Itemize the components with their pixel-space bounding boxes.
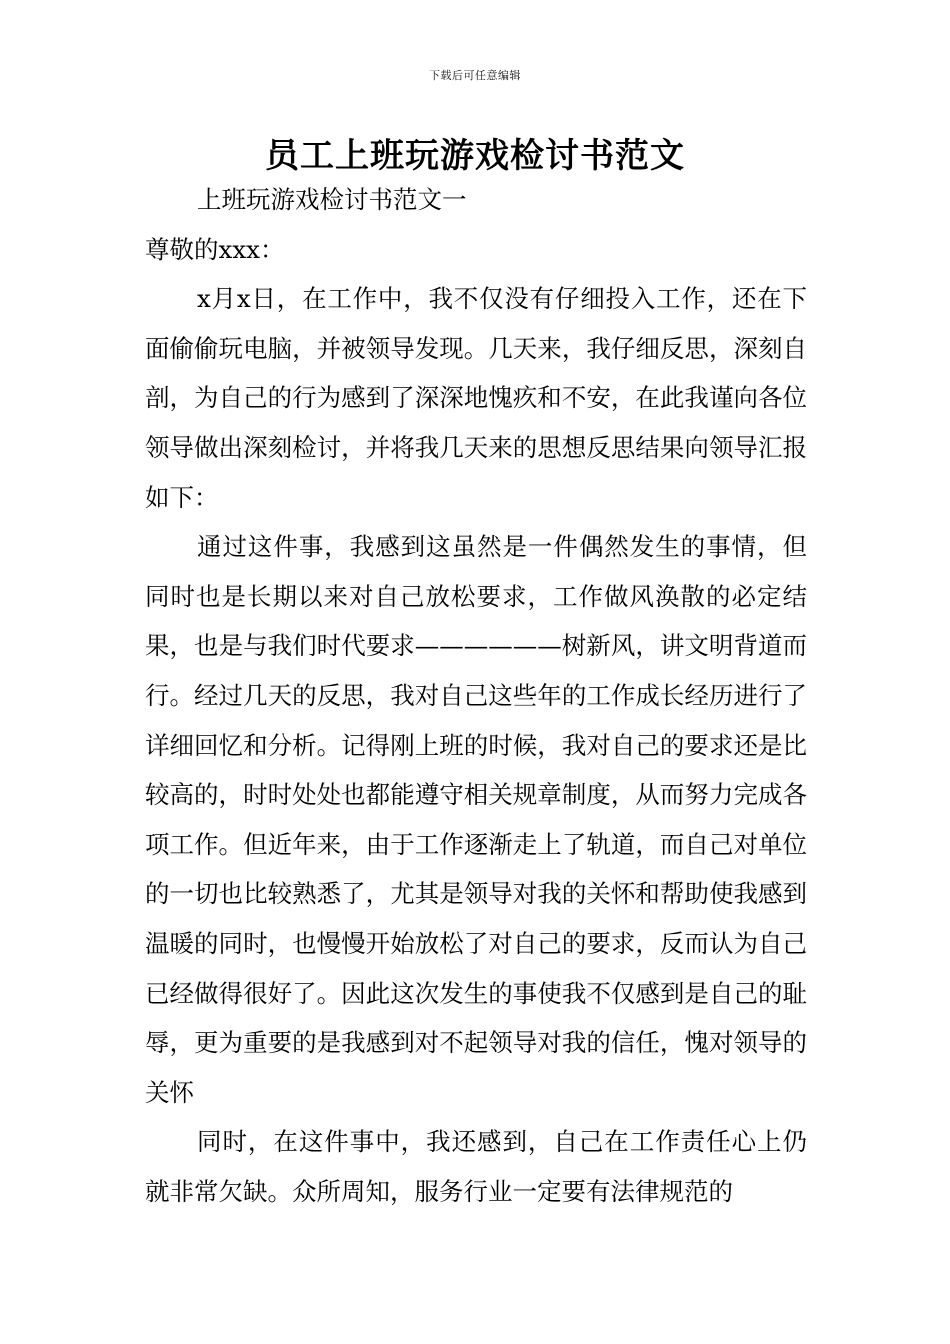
paragraph-2: 通过这件事，我感到这虽然是一件偶然发生的事情，但同时也是长期以来对自己放松要求，工作做风涣散的必定结果，也是与我们时代要求——————树新风，讲文明背道而行。经过几天的反思，我对自己这些年的工作成长经历进行了详细回忆和分析。记得刚上班的时候，我对自己的要求还是比较高的，时时处处也都能遵守相关规章制度，从而努力完成各项工作。但近年来，由于工作逐渐走上了轨道，而自己对单位的一切也比较熟悉了，尤其是领导对我的关怀和帮助使我感到温暖的同时，也慢慢开始放松了对自己的要求，反而认为自己已经做得很好了。因此这次发生的事使我不仅感到是自己的耻辱，更为重要的是我感到对不起领导对我的信任，愧对领导的关怀 xyxy=(145,532,807,1107)
paragraph-1: x月x日，在工作中，我不仅没有仔细投入工作，还在下面偷偷玩电脑，并被领导发现。几天来，我仔细反思，深刻自剖，为自己的行为感到了深深地愧疚和不安，在此我谨向各位领导做出深刻检讨，并将我几天来的思想反思结果向领导汇报如下： xyxy=(145,284,807,512)
document-title: 员工上班玩游戏检讨书范文 xyxy=(265,136,685,176)
section-subheading: 上班玩游戏检讨书范文一 xyxy=(197,185,467,214)
paragraph-3: 同时，在这件事中，我还感到，自己在工作责任心上仍就非常欠缺。众所周知，服务行业一定要有法律规范的 xyxy=(145,1127,807,1206)
salutation: 尊敬的xxx： xyxy=(145,234,285,264)
header-note: 下载后可任意编辑 xyxy=(429,69,521,82)
document-body xyxy=(145,175,807,1216)
